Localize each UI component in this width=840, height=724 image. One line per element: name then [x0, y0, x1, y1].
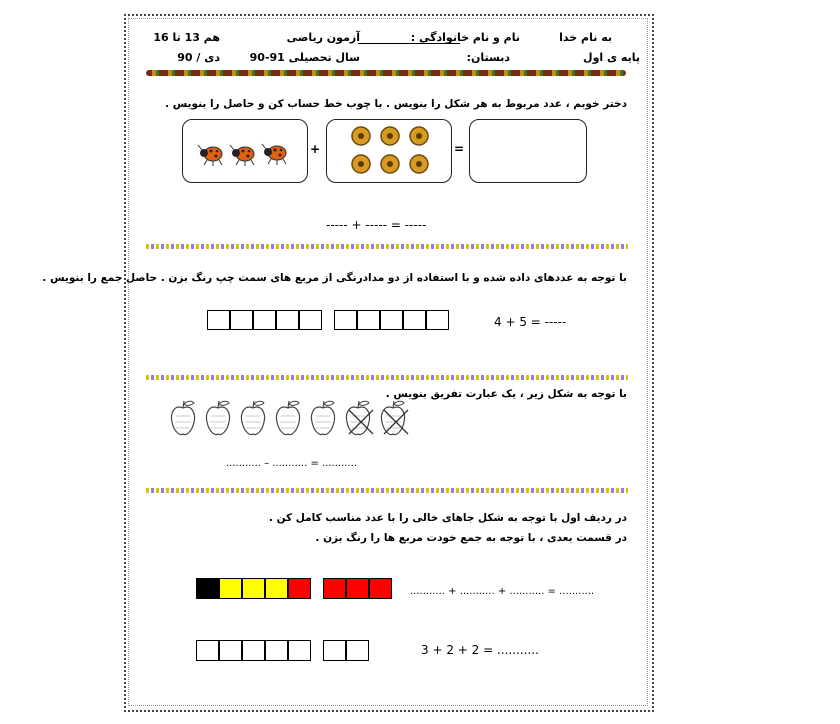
square[interactable] [253, 310, 276, 330]
q4-row1-squares-a [196, 578, 312, 599]
square[interactable] [403, 310, 426, 330]
q4-instruction-2: در قسمت بعدی ، با توجه به جمع خودت مربع ها را رنگ بزن . [315, 532, 627, 544]
square-black [196, 578, 219, 599]
square[interactable] [207, 310, 230, 330]
square[interactable] [426, 310, 449, 330]
q2-right-squares[interactable] [334, 310, 450, 330]
q2-expression: 4 + 5 = ----- [494, 315, 567, 329]
square[interactable] [219, 640, 242, 661]
q3-instruction: با توجه به شکل زیر ، یک عبارت تفریق بنویس . [385, 388, 627, 400]
header-vine-divider [146, 70, 626, 76]
ladybugs-icon [183, 120, 307, 182]
square[interactable] [346, 640, 369, 661]
q3-answer-line[interactable]: ........... – ........... = ........... [226, 458, 357, 469]
square-yellow [265, 578, 288, 599]
apples-icon [166, 398, 420, 438]
q1-plus-sign: + [310, 142, 321, 156]
square[interactable] [196, 640, 219, 661]
square[interactable] [334, 310, 357, 330]
q4-row1-squares-b [323, 578, 393, 599]
square-yellow [219, 578, 242, 599]
header-test-title: آزمون ریاضی [286, 31, 360, 44]
square[interactable] [242, 640, 265, 661]
buttons-box [326, 119, 452, 183]
square-red [323, 578, 346, 599]
section-divider-3 [146, 488, 628, 493]
header-year: سال تحصیلی 91-90 [249, 51, 360, 64]
section-divider-1 [146, 244, 628, 249]
coins-icon [327, 120, 451, 182]
q2-left-squares[interactable] [207, 310, 323, 330]
square[interactable] [276, 310, 299, 330]
header-grade: پایه ی اول [583, 51, 640, 64]
square[interactable] [288, 640, 311, 661]
q4-row2-expression[interactable]: 3 + 2 + 2 = ........... [421, 643, 539, 657]
q2-instruction: با توجه به عددهای داده شده و با استفاده از دو مدادرنگی از مربع های سمت چپ رنگ بزن . حاصل جمع را بنویس . [42, 272, 627, 284]
square[interactable] [357, 310, 380, 330]
header-month: دی / 90 [177, 51, 220, 64]
square[interactable] [380, 310, 403, 330]
q1-instruction: دختر خوبم ، عدد مربوط به هر شکل را بنویس . با چوب خط حساب کن و حاصل را بنویس . [165, 98, 627, 110]
square-red [369, 578, 392, 599]
name-blank-line [358, 43, 460, 44]
ladybug-box [182, 119, 308, 183]
q4-instruction-1: در ردیف اول با توجه به شکل جاهای خالی را با عدد مناسب کامل کن . [268, 512, 627, 524]
header-bism: به نام خدا [559, 31, 612, 44]
q1-answer-line[interactable]: ----- + ----- = ----- [326, 218, 427, 232]
q1-equals-sign: = [454, 142, 465, 156]
header-name-label: نام و نام خانوادگی : [410, 31, 520, 44]
q4-row2-squares-a[interactable] [196, 640, 312, 661]
header-weeks: هم 13 تا 16 [153, 31, 220, 44]
square[interactable] [265, 640, 288, 661]
square[interactable] [323, 640, 346, 661]
square[interactable] [230, 310, 253, 330]
header-school: دبستان: [466, 51, 510, 64]
square[interactable] [299, 310, 322, 330]
square-red [288, 578, 311, 599]
q4-row1-expression[interactable]: ........... + ........... + ........... = ........... [410, 586, 595, 597]
q1-answer-box[interactable] [469, 119, 587, 183]
square-yellow [242, 578, 265, 599]
section-divider-2 [146, 375, 628, 380]
q4-row2-squares-b[interactable] [323, 640, 370, 661]
square-red [346, 578, 369, 599]
